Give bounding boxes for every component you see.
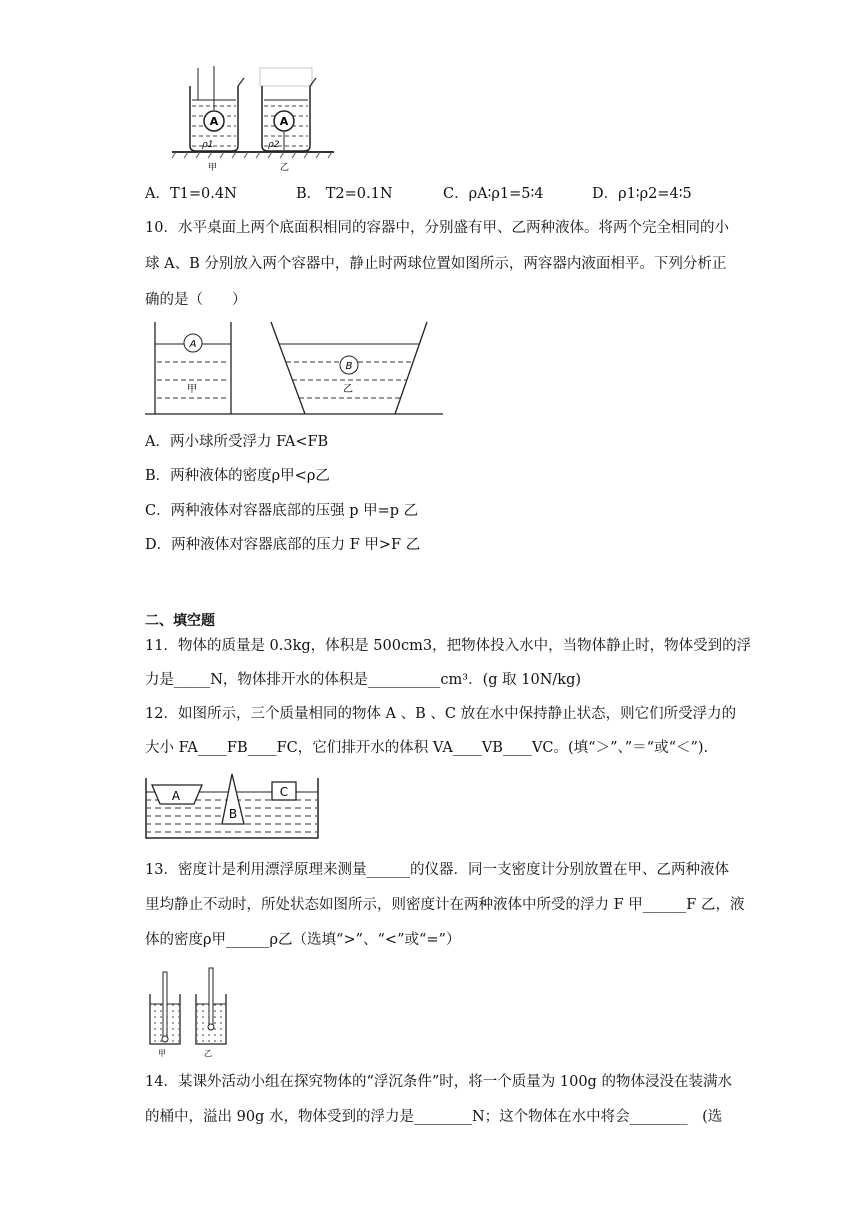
q11-text-line-1: 11．物体的质量是 0.3kg，体积是 500cm3，把物体投入水中，当物体静止时，物体受到的浮 — [145, 638, 752, 654]
q10-text-line-1: 10．水平桌面上两个底面积相同的容器中，分别盛有甲、乙两种液体。将两个完全相同的小 — [145, 220, 729, 236]
q10-text-line-2: 球 A、B 分别放入两个容器中，静止时两球位置如图所示，两容器内液面相平。下列分析正 — [145, 256, 727, 272]
q10-option-b: B．两种液体的密度ρ甲<ρ乙 — [145, 468, 330, 484]
q9-option-c: C．ρA∶ρ1=5∶4 — [443, 186, 544, 202]
q10-yi-label: 乙 — [343, 384, 353, 395]
q12-text-line-2: 大小 FA____FB____FC，它们排开水的体积 VA____VB____VC。(填“＞”、”＝“或“＜”). — [145, 740, 709, 756]
q10-option-c: C．两种液体对容器底部的压强 p 甲=p 乙 — [145, 503, 419, 519]
q14-text-line-2: 的桶中，溢出 90g 水，物体受到的浮力是________N；这个物体在水中将会________ (选 — [145, 1109, 723, 1125]
q9-ball-a-label-1: A — [209, 115, 219, 128]
q13-text-line-2: 里均静止不动时，所处状态如图所示，则密度计在两种液体中所受的浮力 F 甲______F 乙，液 — [145, 897, 745, 913]
q14-text-line-1: 14．某课外活动小组在探究物体的“浮沉条件”时，将一个质量为 100g 的物体浸没在装满水 — [145, 1074, 732, 1090]
q9-option-a: A．T1=0.4N — [145, 186, 237, 202]
q9-ball-a-label-2: A — [279, 115, 289, 128]
q13-text-line-1: 13．密度计是利用漂浮原理来测量______的仪器．同一支密度计分别放置在甲、乙两种液体 — [145, 862, 729, 878]
q9-option-b: B． T2=0.1N — [296, 186, 393, 202]
q12-figure — [144, 772, 320, 842]
section-title-fill-in: 二、填空题 — [145, 613, 215, 629]
q11-text-line-2: 力是_____N，物体排开水的体积是__________cm³．(g 取 10N/kg) — [145, 672, 582, 688]
q12-object-c-label: C — [279, 785, 289, 799]
q12-text-line-1: 12．如图所示，三个质量相同的物体 A 、B 、C 放在水中保持静止状态，则它们所受浮力的 — [145, 706, 737, 722]
q10-ball-b-label: B — [345, 361, 353, 372]
q9-rho2-label: ρ2 — [268, 140, 280, 150]
q12-object-b-label: B — [228, 807, 238, 821]
q10-figure — [145, 318, 445, 418]
q10-text-line-3: 确的是（ ） — [145, 292, 247, 308]
q10-jia-label: 甲 — [187, 384, 197, 395]
q10-option-d: D．两种液体对容器底部的压力 F 甲>F 乙 — [145, 537, 421, 553]
q9-yi-label: 乙 — [280, 163, 290, 173]
q9-option-d: D．ρ1∶ρ2=4∶5 — [592, 186, 692, 202]
q9-jia-label: 甲 — [208, 163, 218, 173]
q9-rho1-label: ρ1 — [202, 140, 214, 150]
q10-option-a: A．两小球所受浮力 FA<FB — [145, 434, 329, 450]
q12-object-a-label: A — [171, 789, 181, 803]
q10-ball-a-label: A — [189, 339, 197, 350]
q9-figure — [168, 66, 338, 174]
q13-text-line-3: 体的密度ρ甲______ρ乙（选填“>”、“<”或“=”） — [145, 932, 461, 948]
q13-figure — [146, 966, 236, 1060]
q13-yi-label: 乙 — [204, 1049, 212, 1058]
q13-jia-label: 甲 — [158, 1049, 166, 1058]
